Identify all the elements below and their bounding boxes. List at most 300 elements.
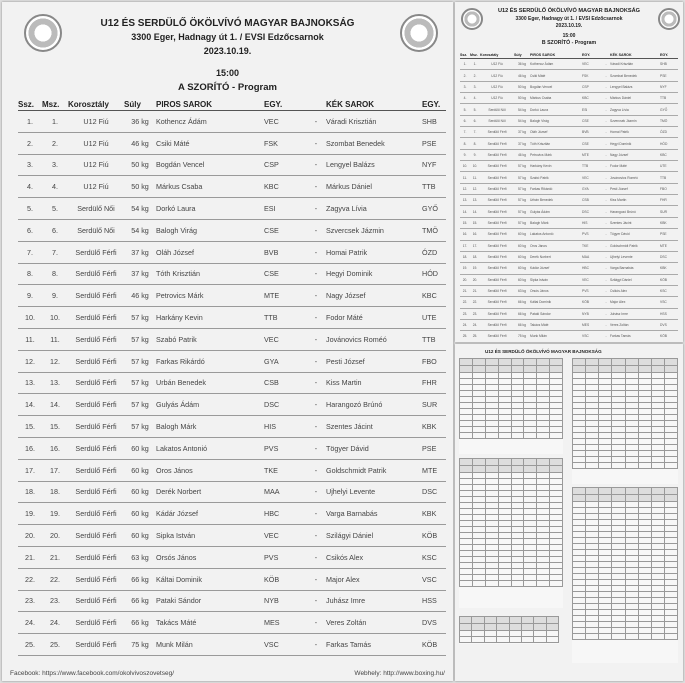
- separator: -: [602, 70, 610, 81]
- separator: -: [306, 525, 326, 547]
- red-corner-club: HIS: [582, 217, 602, 228]
- separator: -: [306, 154, 326, 176]
- separator: -: [602, 183, 610, 194]
- table-row: [460, 115, 678, 126]
- bout-number: 11.: [460, 172, 470, 183]
- match-number: 1.: [42, 111, 68, 133]
- bout-number: 7.: [460, 127, 470, 138]
- blue-corner-club: NYF: [422, 154, 446, 176]
- red-corner-club: VSC: [582, 331, 602, 342]
- red-corner-name: Munk Milán: [530, 331, 582, 342]
- blue-corner-name: Márkus Dániel: [326, 176, 422, 198]
- bout-number: 23.: [460, 308, 470, 319]
- blue-corner-club: HSS: [422, 590, 446, 612]
- red-corner-name: Pataki Sándor: [530, 308, 582, 319]
- bout-number: 25.: [460, 331, 470, 342]
- table-row: [18, 176, 446, 198]
- bout-number: 18.: [18, 481, 42, 503]
- bout-number: 16.: [18, 437, 42, 459]
- weight-class: 50 kg: [124, 154, 156, 176]
- weight-class: 57 kg: [514, 183, 530, 194]
- col-blue-club: EGY.: [660, 52, 678, 59]
- event-venue: 3300 Eger, Hadnagy út 1. / EVSI Edzőcsarnok: [131, 32, 324, 42]
- red-corner-club: NYB: [582, 308, 602, 319]
- weight-class: 50 kg: [514, 93, 530, 104]
- event-time: 15:00: [562, 33, 576, 39]
- red-corner-name: Takács Máté: [156, 612, 264, 634]
- table-row: [460, 217, 678, 228]
- match-number: 16.: [42, 437, 68, 459]
- red-corner-club: VSC: [264, 634, 306, 656]
- stats-grid-mid-left: [459, 458, 563, 608]
- weight-class: 57 kg: [124, 416, 156, 438]
- blue-corner-club: KÖB: [422, 525, 446, 547]
- table-row: [460, 308, 678, 319]
- bout-number: 23.: [18, 590, 42, 612]
- table-row: [460, 172, 678, 183]
- separator: -: [602, 217, 610, 228]
- table-row: [18, 590, 446, 612]
- weight-class: 46 kg: [514, 149, 530, 160]
- bout-table: [18, 98, 446, 656]
- bout-number: 12.: [460, 183, 470, 194]
- weight-class: 66 kg: [514, 297, 530, 308]
- red-corner-name: Lakatos Antonió: [156, 437, 264, 459]
- blue-corner-club: TMÖ: [660, 115, 678, 126]
- blue-corner-club: PSE: [422, 132, 446, 154]
- red-corner-club: ESI: [264, 198, 306, 220]
- weight-class: 66 kg: [124, 590, 156, 612]
- age-group: Serdülő Férfi: [68, 394, 124, 416]
- age-group: Serdülő Női: [68, 198, 124, 220]
- blue-corner-club: KÖB: [660, 331, 678, 342]
- blue-corner-club: KÖB: [660, 274, 678, 285]
- match-number: 4.: [470, 93, 480, 104]
- red-corner-name: Csiki Máté: [156, 132, 264, 154]
- weight-class: 60 kg: [514, 229, 530, 240]
- table-row: [18, 634, 446, 656]
- blue-corner-name: Szilágyi Dániel: [326, 525, 422, 547]
- event-title: U12 ÉS SERDÜLŐ ÖKÖLVÍVÓ MAGYAR BAJNOKSÁG: [497, 8, 641, 14]
- weight-class: 54 kg: [514, 115, 530, 126]
- event-title: U12 ÉS SERDÜLŐ ÖKÖLVÍVÓ MAGYAR BAJNOKSÁG: [100, 18, 355, 29]
- age-group: Serdülő Férfi: [68, 525, 124, 547]
- weight-class: 57 kg: [514, 195, 530, 206]
- red-corner-club: FSK: [582, 70, 602, 81]
- table-row: [460, 331, 678, 342]
- red-corner-club: MTE: [582, 149, 602, 160]
- weight-class: 60 kg: [514, 263, 530, 274]
- age-group: Serdülő Férfi: [68, 612, 124, 634]
- blue-corner-club: KBK: [660, 217, 678, 228]
- weight-class: 57 kg: [514, 172, 530, 183]
- red-corner-club: VEC: [264, 111, 306, 133]
- table-row: [18, 241, 446, 263]
- red-corner-club: CSB: [582, 195, 602, 206]
- bout-number: 16.: [460, 229, 470, 240]
- table-row: [460, 161, 678, 172]
- separator: -: [602, 319, 610, 330]
- red-corner-name: Tóth Krisztián: [530, 138, 582, 149]
- col-age: Korosztály: [68, 98, 124, 111]
- blue-corner-name: Ujhelyi Levente: [326, 481, 422, 503]
- age-group: Serdülő Férfi: [68, 372, 124, 394]
- blue-corner-name: Hegyi Dominik: [326, 263, 422, 285]
- bout-number: 9.: [460, 149, 470, 160]
- weight-class: 46 kg: [124, 132, 156, 154]
- red-corner-name: Sipka István: [156, 525, 264, 547]
- table-row: [18, 459, 446, 481]
- match-number: 23.: [42, 590, 68, 612]
- red-corner-name: Urbán Benedek: [530, 195, 582, 206]
- red-corner-club: MAA: [264, 481, 306, 503]
- red-corner-name: Káltai Dominik: [530, 297, 582, 308]
- main-program-sheet: [2, 2, 453, 681]
- weight-class: 60 kg: [124, 459, 156, 481]
- age-group: Serdülő Női: [480, 104, 514, 115]
- blue-corner-club: GYŐ: [660, 104, 678, 115]
- weight-class: 60 kg: [124, 437, 156, 459]
- weight-class: 75 kg: [514, 331, 530, 342]
- separator: -: [306, 394, 326, 416]
- weight-class: 57 kg: [124, 350, 156, 372]
- blue-corner-name: Szentes Jácint: [610, 217, 660, 228]
- blue-corner-club: TTB: [660, 172, 678, 183]
- age-group: U12 Fiú: [68, 111, 124, 133]
- table-row: [18, 394, 446, 416]
- red-corner-name: Oláh József: [530, 127, 582, 138]
- red-corner-name: Oros János: [530, 240, 582, 251]
- blue-corner-club: HSS: [660, 308, 678, 319]
- weight-class: 66 kg: [124, 612, 156, 634]
- match-number: 17.: [470, 240, 480, 251]
- separator: -: [602, 172, 610, 183]
- age-group: Serdülő Férfi: [480, 297, 514, 308]
- red-corner-name: Bogdán Vencel: [156, 154, 264, 176]
- bout-number: 5.: [18, 198, 42, 220]
- bout-number: 25.: [18, 634, 42, 656]
- red-corner-name: Lakatos Antonió: [530, 229, 582, 240]
- bout-number: 14.: [18, 394, 42, 416]
- separator: -: [602, 59, 610, 70]
- table-row: [460, 251, 678, 262]
- separator: -: [306, 263, 326, 285]
- blue-corner-club: DVS: [422, 612, 446, 634]
- weight-class: 63 kg: [124, 546, 156, 568]
- blue-corner-club: FBO: [422, 350, 446, 372]
- separator: -: [602, 161, 610, 172]
- blue-corner-club: TTB: [422, 176, 446, 198]
- table-row: [18, 546, 446, 568]
- separator: -: [306, 437, 326, 459]
- blue-corner-club: PSE: [660, 229, 678, 240]
- red-corner-club: VEC: [582, 274, 602, 285]
- table-row: [460, 263, 678, 274]
- red-corner-club: HBC: [264, 503, 306, 525]
- weight-class: 57 kg: [124, 328, 156, 350]
- bout-number: 24.: [460, 319, 470, 330]
- match-number: 11.: [42, 328, 68, 350]
- red-corner-club: TKE: [582, 240, 602, 251]
- separator: -: [602, 297, 610, 308]
- separator: -: [306, 503, 326, 525]
- weight-class: 57 kg: [514, 206, 530, 217]
- age-group: Serdülő Férfi: [68, 546, 124, 568]
- red-corner-name: Harkány Kevin: [530, 161, 582, 172]
- age-group: U12 Fiú: [68, 154, 124, 176]
- weight-class: 54 kg: [124, 219, 156, 241]
- bout-number: 18.: [460, 251, 470, 262]
- red-corner-club: CSE: [264, 263, 306, 285]
- red-corner-name: Derék Norbert: [156, 481, 264, 503]
- age-group: U12 Fiú: [480, 93, 514, 104]
- blue-corner-club: SUR: [422, 394, 446, 416]
- blue-corner-name: Szombat Benedek: [326, 132, 422, 154]
- blue-corner-name: Tögyer Dávid: [326, 437, 422, 459]
- age-group: Serdülő Férfi: [480, 161, 514, 172]
- table-row: [18, 437, 446, 459]
- red-corner-name: Kádár József: [530, 263, 582, 274]
- table-row: [460, 195, 678, 206]
- separator: -: [306, 546, 326, 568]
- red-corner-club: VEC: [582, 59, 602, 70]
- age-group: Serdülő Férfi: [480, 251, 514, 262]
- stats-title: U12 ÉS SERDÜLŐ ÖKÖLVÍVÓ MAGYAR BAJNOKSÁG: [485, 349, 602, 354]
- blue-corner-club: MTE: [422, 459, 446, 481]
- separator: -: [602, 308, 610, 319]
- col-blue-corner: KÉK SAROK: [326, 98, 422, 111]
- separator: -: [602, 81, 610, 92]
- age-group: Serdülő Férfi: [480, 195, 514, 206]
- separator: -: [306, 241, 326, 263]
- blue-corner-name: Major Alex: [326, 568, 422, 590]
- weight-class: 75 kg: [124, 634, 156, 656]
- separator: -: [602, 251, 610, 262]
- red-corner-name: Balogh Márk: [156, 416, 264, 438]
- separator: -: [306, 132, 326, 154]
- weight-class: 37 kg: [124, 263, 156, 285]
- blue-corner-club: SHB: [422, 111, 446, 133]
- b-bout-table-body: [460, 59, 678, 343]
- red-corner-name: Gulyás Ádám: [530, 206, 582, 217]
- age-group: Serdülő Férfi: [480, 206, 514, 217]
- age-group: U12 Fiú: [68, 132, 124, 154]
- separator: -: [602, 195, 610, 206]
- separator: -: [602, 93, 610, 104]
- age-group: Serdülő Férfi: [68, 634, 124, 656]
- match-number: 12.: [42, 350, 68, 372]
- match-number: 10.: [470, 161, 480, 172]
- table-row: [18, 481, 446, 503]
- match-number: 22.: [42, 568, 68, 590]
- blue-corner-club: ÓZD: [422, 241, 446, 263]
- bout-number: 13.: [18, 372, 42, 394]
- age-group: Serdülő Férfi: [480, 127, 514, 138]
- red-corner-club: KBC: [264, 176, 306, 198]
- red-corner-club: BVB: [264, 241, 306, 263]
- age-group: Serdülő Férfi: [480, 240, 514, 251]
- blue-corner-club: PSE: [422, 437, 446, 459]
- red-corner-name: Tóth Krisztián: [156, 263, 264, 285]
- col-msz: Msz.: [470, 52, 480, 59]
- match-number: 10.: [42, 307, 68, 329]
- blue-corner-name: Szentes Jácint: [326, 416, 422, 438]
- separator: -: [602, 331, 610, 342]
- age-group: Serdülő Férfi: [68, 350, 124, 372]
- bout-number: 7.: [18, 241, 42, 263]
- separator: -: [306, 307, 326, 329]
- bout-number: 14.: [460, 206, 470, 217]
- red-corner-club: MES: [264, 612, 306, 634]
- bout-number: 4.: [18, 176, 42, 198]
- table-row: [460, 59, 678, 70]
- blue-corner-name: Váradi Krisztián: [326, 111, 422, 133]
- stats-grid-bottom-right: [572, 487, 678, 663]
- blue-corner-name: Zagyva Lívia: [326, 198, 422, 220]
- table-row: [460, 149, 678, 160]
- match-number: 5.: [470, 104, 480, 115]
- blue-corner-club: KBK: [660, 263, 678, 274]
- red-corner-club: DSC: [582, 206, 602, 217]
- bout-number: 21.: [18, 546, 42, 568]
- blue-corner-name: Pesti József: [610, 183, 660, 194]
- red-corner-club: TKE: [264, 459, 306, 481]
- blue-corner-name: Farkas Tamás: [326, 634, 422, 656]
- separator: -: [602, 138, 610, 149]
- table-row: [18, 328, 446, 350]
- age-group: Serdülő Férfi: [68, 285, 124, 307]
- red-corner-club: KÖB: [582, 297, 602, 308]
- red-corner-name: Balogh Virág: [156, 219, 264, 241]
- separator: -: [306, 198, 326, 220]
- table-row: [460, 297, 678, 308]
- red-corner-club: FSK: [264, 132, 306, 154]
- red-corner-club: CSB: [264, 372, 306, 394]
- separator: -: [306, 328, 326, 350]
- match-number: 19.: [470, 263, 480, 274]
- table-row: [460, 183, 678, 194]
- table-row: [18, 198, 446, 220]
- blue-corner-club: KSC: [660, 285, 678, 296]
- blue-corner-name: Tögyer Dávid: [610, 229, 660, 240]
- table-row: [18, 525, 446, 547]
- blue-corner-name: Csikós Alex: [326, 546, 422, 568]
- program-title: A SZORÍTÓ - Program: [178, 82, 277, 93]
- red-corner-name: Csiki Máté: [530, 70, 582, 81]
- blue-corner-club: TTB: [660, 93, 678, 104]
- red-corner-club: PVS: [264, 437, 306, 459]
- match-number: 5.: [42, 198, 68, 220]
- red-corner-club: CSE: [582, 138, 602, 149]
- separator: -: [306, 219, 326, 241]
- bout-number: 8.: [460, 138, 470, 149]
- match-number: 2.: [470, 70, 480, 81]
- blue-corner-name: Ujhelyi Levente: [610, 251, 660, 262]
- bout-number: 24.: [18, 612, 42, 634]
- blue-corner-club: KÖB: [422, 634, 446, 656]
- red-corner-club: PVS: [582, 229, 602, 240]
- weight-class: 60 kg: [514, 274, 530, 285]
- blue-corner-club: KBK: [422, 503, 446, 525]
- match-number: 14.: [470, 206, 480, 217]
- match-number: 7.: [42, 241, 68, 263]
- separator: -: [602, 104, 610, 115]
- table-row: [18, 285, 446, 307]
- bout-number: 22.: [460, 297, 470, 308]
- separator: -: [306, 372, 326, 394]
- bout-number: 20.: [460, 274, 470, 285]
- table-row: [18, 154, 446, 176]
- red-corner-club: GYA: [264, 350, 306, 372]
- table-row: [18, 372, 446, 394]
- separator: -: [602, 274, 610, 285]
- match-number: 21.: [470, 285, 480, 296]
- match-number: 12.: [470, 183, 480, 194]
- red-corner-club: TTB: [582, 161, 602, 172]
- blue-corner-name: Márkus Dániel: [610, 93, 660, 104]
- table-row: [460, 274, 678, 285]
- table-row: [460, 127, 678, 138]
- red-corner-name: Káltai Dominik: [156, 568, 264, 590]
- red-corner-club: VEC: [264, 525, 306, 547]
- red-corner-name: Sipka István: [530, 274, 582, 285]
- match-number: 8.: [42, 263, 68, 285]
- separator: -: [306, 634, 326, 656]
- blue-corner-name: Harangozó Brúnó: [610, 206, 660, 217]
- b-program-sheet: [455, 2, 683, 342]
- red-corner-name: Oláh József: [156, 241, 264, 263]
- blue-corner-club: VSC: [660, 297, 678, 308]
- red-corner-name: Balogh Márk: [530, 217, 582, 228]
- age-group: U12 Fiú: [480, 70, 514, 81]
- weight-class: 60 kg: [124, 525, 156, 547]
- blue-corner-name: Varga Barnabás: [326, 503, 422, 525]
- separator: -: [306, 481, 326, 503]
- bout-number: 10.: [460, 161, 470, 172]
- table-row: [18, 111, 446, 133]
- blue-corner-club: HÓD: [660, 138, 678, 149]
- table-row: [18, 503, 446, 525]
- blue-corner-name: Váradi Krisztián: [610, 59, 660, 70]
- red-corner-name: Takács Máté: [530, 319, 582, 330]
- table-row: [18, 219, 446, 241]
- event-date: 2023.10.19.: [203, 46, 252, 56]
- col-weight: Súly: [514, 52, 530, 59]
- age-group: Serdülő Férfi: [480, 308, 514, 319]
- red-corner-name: Munk Milán: [156, 634, 264, 656]
- blue-corner-name: Csikós Alex: [610, 285, 660, 296]
- red-corner-name: Kothencz Ádám: [530, 59, 582, 70]
- match-number: 2.: [42, 132, 68, 154]
- weight-class: 54 kg: [124, 198, 156, 220]
- blue-corner-club: DSC: [660, 251, 678, 262]
- red-corner-club: PVS: [582, 285, 602, 296]
- weight-class: 57 kg: [514, 161, 530, 172]
- match-number: 14.: [42, 394, 68, 416]
- match-number: 13.: [470, 195, 480, 206]
- bout-number: 1.: [18, 111, 42, 133]
- age-group: U12 Fiú: [480, 81, 514, 92]
- col-ssz: Ssz.: [460, 52, 470, 59]
- blue-corner-club: KBC: [422, 285, 446, 307]
- weight-class: 46 kg: [124, 285, 156, 307]
- red-corner-name: Derék Norbert: [530, 251, 582, 262]
- age-group: Serdülő Férfi: [480, 331, 514, 342]
- blue-corner-name: Goldschmidt Patrik: [326, 459, 422, 481]
- blue-corner-name: Veres Zoltán: [610, 319, 660, 330]
- blue-corner-name: Lengyel Balázs: [610, 81, 660, 92]
- weight-class: 66 kg: [514, 308, 530, 319]
